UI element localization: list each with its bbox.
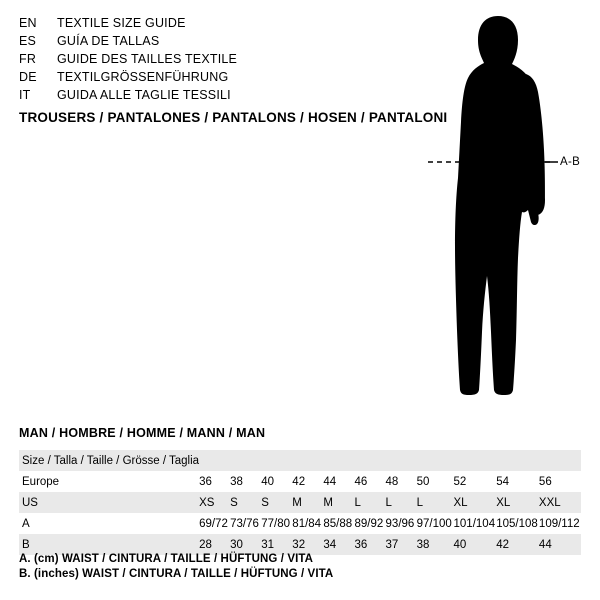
language-code: EN bbox=[19, 16, 37, 30]
cell: 93/96 bbox=[385, 517, 415, 530]
cell bbox=[354, 450, 385, 471]
cell bbox=[199, 450, 230, 471]
cell bbox=[454, 450, 497, 471]
table-title: MAN / HOMBRE / HOMME / MANN / MAN bbox=[19, 426, 266, 440]
footnotes bbox=[19, 552, 333, 582]
cell: 73/76 bbox=[230, 517, 259, 530]
language-code: FR bbox=[19, 52, 37, 66]
cell: XL bbox=[496, 496, 511, 509]
table-row bbox=[19, 450, 581, 471]
table-row bbox=[19, 471, 581, 492]
cell: 32 bbox=[292, 538, 306, 551]
cell: 109/112 bbox=[538, 517, 580, 530]
cell: 44 bbox=[538, 538, 552, 551]
cell: XS bbox=[199, 496, 215, 509]
cell: L bbox=[416, 496, 424, 509]
cell: 69/72 bbox=[199, 517, 228, 530]
language-row bbox=[19, 50, 399, 68]
cell: 46 bbox=[354, 475, 368, 488]
cell bbox=[292, 450, 323, 471]
language-row bbox=[19, 32, 399, 50]
cell: 34 bbox=[323, 538, 337, 551]
row-label: Size / Talla / Taille / Grösse / Taglia bbox=[22, 454, 200, 467]
language-row bbox=[19, 86, 399, 104]
footnote-a: A. (cm) WAIST / CINTURA / TAILLE / HÜFTUNG / VITA bbox=[19, 553, 314, 565]
cell: 48 bbox=[385, 475, 399, 488]
cell: L bbox=[385, 496, 392, 509]
page-title: TROUSERS / PANTALONES / PANTALONS / HOSEN / PANTALONI bbox=[19, 110, 448, 125]
cell: 101/104 bbox=[453, 517, 496, 530]
language-code: IT bbox=[19, 88, 31, 102]
cell: 31 bbox=[261, 538, 275, 551]
cell bbox=[496, 450, 539, 471]
cell: 28 bbox=[199, 538, 212, 551]
cell: 36 bbox=[354, 538, 368, 551]
cell: M bbox=[292, 496, 302, 509]
male-silhouette-figure bbox=[400, 10, 600, 410]
language-code: DE bbox=[19, 70, 37, 84]
cell: 52 bbox=[453, 475, 467, 488]
cell: 38 bbox=[416, 538, 430, 551]
language-text: GUÍA DE TALLAS bbox=[57, 34, 160, 48]
row-label: B bbox=[22, 538, 30, 551]
cell bbox=[417, 450, 454, 471]
body-silhouette-path bbox=[455, 16, 539, 395]
cell: 85/88 bbox=[323, 517, 353, 530]
row-label: Europe bbox=[22, 475, 60, 488]
cell bbox=[539, 450, 581, 471]
cell: 37 bbox=[385, 538, 399, 551]
cell: XL bbox=[453, 496, 468, 509]
language-list bbox=[19, 14, 399, 104]
cell: 42 bbox=[496, 538, 510, 551]
cell: 54 bbox=[496, 475, 510, 488]
table-row bbox=[19, 492, 581, 513]
cell: 36 bbox=[199, 475, 212, 488]
cell: 42 bbox=[292, 475, 306, 488]
language-text: GUIDA ALLE TAGLIE TESSILI bbox=[57, 88, 231, 102]
cell: 38 bbox=[230, 475, 243, 488]
cell: S bbox=[261, 496, 269, 509]
cell bbox=[386, 450, 417, 471]
cell: 40 bbox=[261, 475, 275, 488]
cell: L bbox=[354, 496, 361, 509]
table-row bbox=[19, 513, 581, 534]
cell: 50 bbox=[416, 475, 430, 488]
footnote-b: B. (inches) WAIST / CINTURA / TAILLE / HÜFTUNG / VITA bbox=[19, 568, 334, 580]
cell: 89/92 bbox=[354, 517, 384, 530]
language-row bbox=[19, 68, 399, 86]
cell: S bbox=[230, 496, 238, 509]
language-text: GUIDE DES TAILLES TEXTILE bbox=[57, 52, 238, 66]
size-table bbox=[19, 450, 581, 555]
cell: 105/108 bbox=[496, 517, 538, 530]
cell: 40 bbox=[453, 538, 467, 551]
language-text: TEXTILE SIZE GUIDE bbox=[57, 16, 186, 30]
language-code: ES bbox=[19, 34, 37, 48]
cell bbox=[261, 450, 292, 471]
language-row bbox=[19, 14, 399, 32]
cell bbox=[230, 450, 261, 471]
row-label: A bbox=[22, 517, 30, 530]
silhouette-svg bbox=[400, 10, 600, 410]
cell: XXL bbox=[538, 496, 561, 509]
cell: M bbox=[323, 496, 333, 509]
cell: 30 bbox=[230, 538, 243, 551]
cell: 97/100 bbox=[416, 517, 452, 530]
language-text: TEXTILGRÖSSENFÜHRUNG bbox=[57, 70, 229, 84]
cell: 56 bbox=[538, 475, 552, 488]
row-label: US bbox=[22, 496, 38, 509]
cell: 77/80 bbox=[261, 517, 290, 530]
cell bbox=[323, 450, 354, 471]
cell: 81/84 bbox=[292, 517, 322, 530]
measure-label-ab: A-B bbox=[560, 156, 581, 168]
cell: 44 bbox=[323, 475, 337, 488]
